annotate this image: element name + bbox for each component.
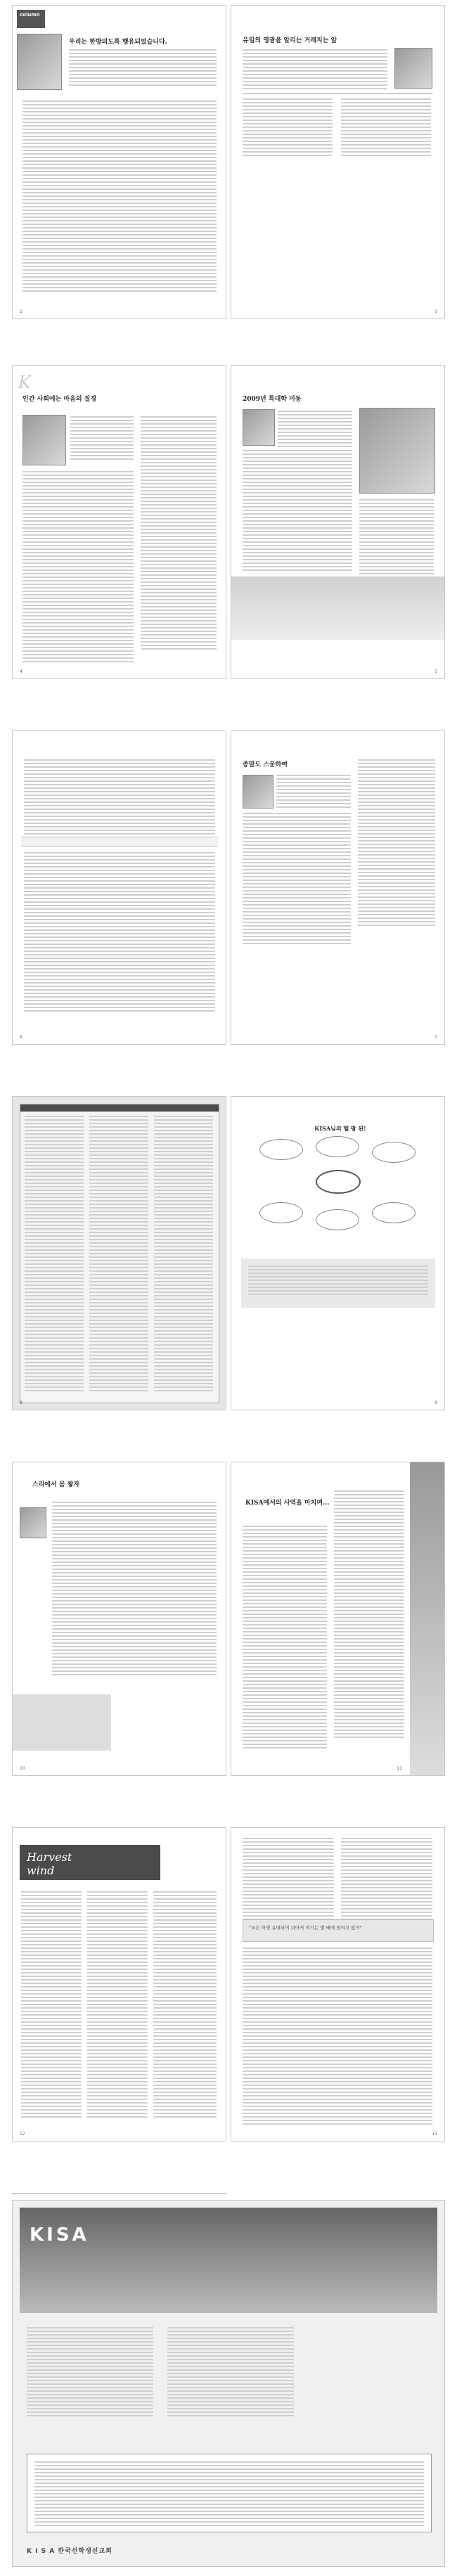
- author-photo: [243, 775, 273, 809]
- column-badge: [17, 10, 45, 28]
- info-table: [27, 2454, 432, 2532]
- notice-box: [241, 1258, 435, 1308]
- table-col-1: [25, 1116, 84, 1393]
- body-text: [243, 1947, 432, 2127]
- idea-bubble: [316, 1209, 359, 1230]
- headline: 유일의 영광을 알리는 거레지는 앞: [243, 37, 337, 44]
- page-10-11: [231, 1462, 444, 1775]
- body-col-1: [70, 416, 134, 462]
- body-text: [22, 101, 217, 294]
- page-9: [231, 1097, 444, 1410]
- author-photo: [22, 415, 66, 465]
- idea-bubble: [372, 1142, 416, 1163]
- page-6: [13, 731, 226, 1044]
- body-col-1b: [243, 813, 351, 946]
- page-7: [231, 731, 444, 1044]
- side-photo: [410, 1462, 444, 1775]
- page-5: [231, 366, 444, 678]
- headline: 인간 사회에는 마음의 질경: [22, 396, 97, 403]
- notice-text: [248, 1266, 428, 1297]
- body-text-top: [243, 49, 387, 91]
- schedule-table: [20, 1104, 219, 1403]
- body-col-1b: [22, 471, 134, 664]
- gray-block: [13, 1694, 111, 1751]
- page-8: [13, 1097, 226, 1410]
- page-4: [13, 366, 226, 678]
- info-table-rows: [34, 2461, 424, 2528]
- page-number: 4: [20, 669, 22, 674]
- headline: 우리는 한방의도록 행유되었습니다.: [69, 39, 167, 46]
- body-col-1: [21, 1891, 82, 2120]
- page-number: 5: [435, 669, 437, 674]
- table-col-3: [154, 1116, 213, 1393]
- body-col-1b: [243, 450, 352, 573]
- callout-text: "모든 학생 유네되어 쉬어서 여기는 몇 배에 열의지 앉거": [249, 1925, 362, 1931]
- page-number: 9: [435, 1400, 437, 1405]
- author-photo: [394, 48, 432, 89]
- section-divider: [21, 837, 218, 846]
- column-badge-title: column: [20, 12, 40, 18]
- body-text-top: [24, 759, 215, 837]
- author-photo: [17, 34, 62, 90]
- body-col-3: [153, 1891, 217, 2120]
- harvest-wind-banner: [20, 1845, 160, 1880]
- body-col-2: [341, 1838, 432, 1922]
- headline: KISA에서의 사역을 마치며...: [245, 1500, 330, 1507]
- info-col-2: [167, 2327, 294, 2419]
- feature-photo: [359, 408, 435, 494]
- idea-bubble: [316, 1136, 359, 1157]
- idea-bubble: [372, 1202, 416, 1223]
- banner-title: Harvest wind: [27, 1850, 72, 1877]
- author-photo: [20, 1507, 46, 1538]
- page-10: [13, 1462, 226, 1775]
- table-header: [20, 1105, 219, 1112]
- body-col-1: [278, 411, 352, 449]
- idea-bubble: [259, 1139, 303, 1160]
- body-col-1: [243, 1526, 327, 1751]
- table-col-2: [89, 1116, 148, 1393]
- page-number: 6: [20, 1035, 22, 1040]
- page-number: 7: [435, 1035, 437, 1040]
- back-cover: [13, 2201, 444, 2566]
- page-number: 13: [432, 2132, 437, 2137]
- script-ornament: K: [18, 373, 31, 392]
- headline: 종말도 스운하여: [243, 761, 288, 768]
- center-bubble: [316, 1170, 361, 1194]
- diagram-title: KISA님의 헬 팡 된!: [314, 1125, 366, 1132]
- cover-photo: [20, 2208, 437, 2313]
- body-col-1: [276, 775, 351, 810]
- page-number: 2: [20, 309, 22, 314]
- body-text: [52, 1502, 217, 1677]
- page-13: [231, 1828, 444, 2141]
- body-col-2: [87, 1891, 148, 2120]
- body-col-1: [243, 98, 333, 158]
- page-number: 3: [435, 309, 437, 314]
- headline: 스리에서 몸 쌓자: [32, 1481, 80, 1488]
- body-text: [24, 852, 215, 1014]
- idea-diagram: [252, 1125, 421, 1244]
- body-col-1: [243, 1838, 334, 1922]
- page-number: 10: [20, 1766, 25, 1771]
- page-12: [13, 1828, 226, 2141]
- headline: 2009년 특대학 미동: [243, 396, 302, 403]
- background-photo: [231, 577, 444, 640]
- body-col-2: [334, 1490, 404, 1740]
- body-col-2: [358, 759, 435, 928]
- page-number: 12: [20, 2132, 25, 2137]
- author-photo: [243, 409, 275, 446]
- body-text-top: [69, 49, 217, 88]
- page-number: 8: [20, 1400, 22, 1405]
- page-3: [231, 6, 444, 318]
- page-number: 11: [397, 1766, 402, 1771]
- body-col-2: [341, 98, 431, 158]
- body-col-2: [141, 416, 217, 652]
- callout-box: [243, 1919, 434, 1942]
- info-col-1: [27, 2327, 153, 2419]
- idea-bubble: [259, 1202, 303, 1223]
- footer: K I S A 한국선학생선교회: [27, 2548, 112, 2555]
- kisa-logo: KISA: [30, 2224, 89, 2246]
- page-2: [13, 6, 226, 318]
